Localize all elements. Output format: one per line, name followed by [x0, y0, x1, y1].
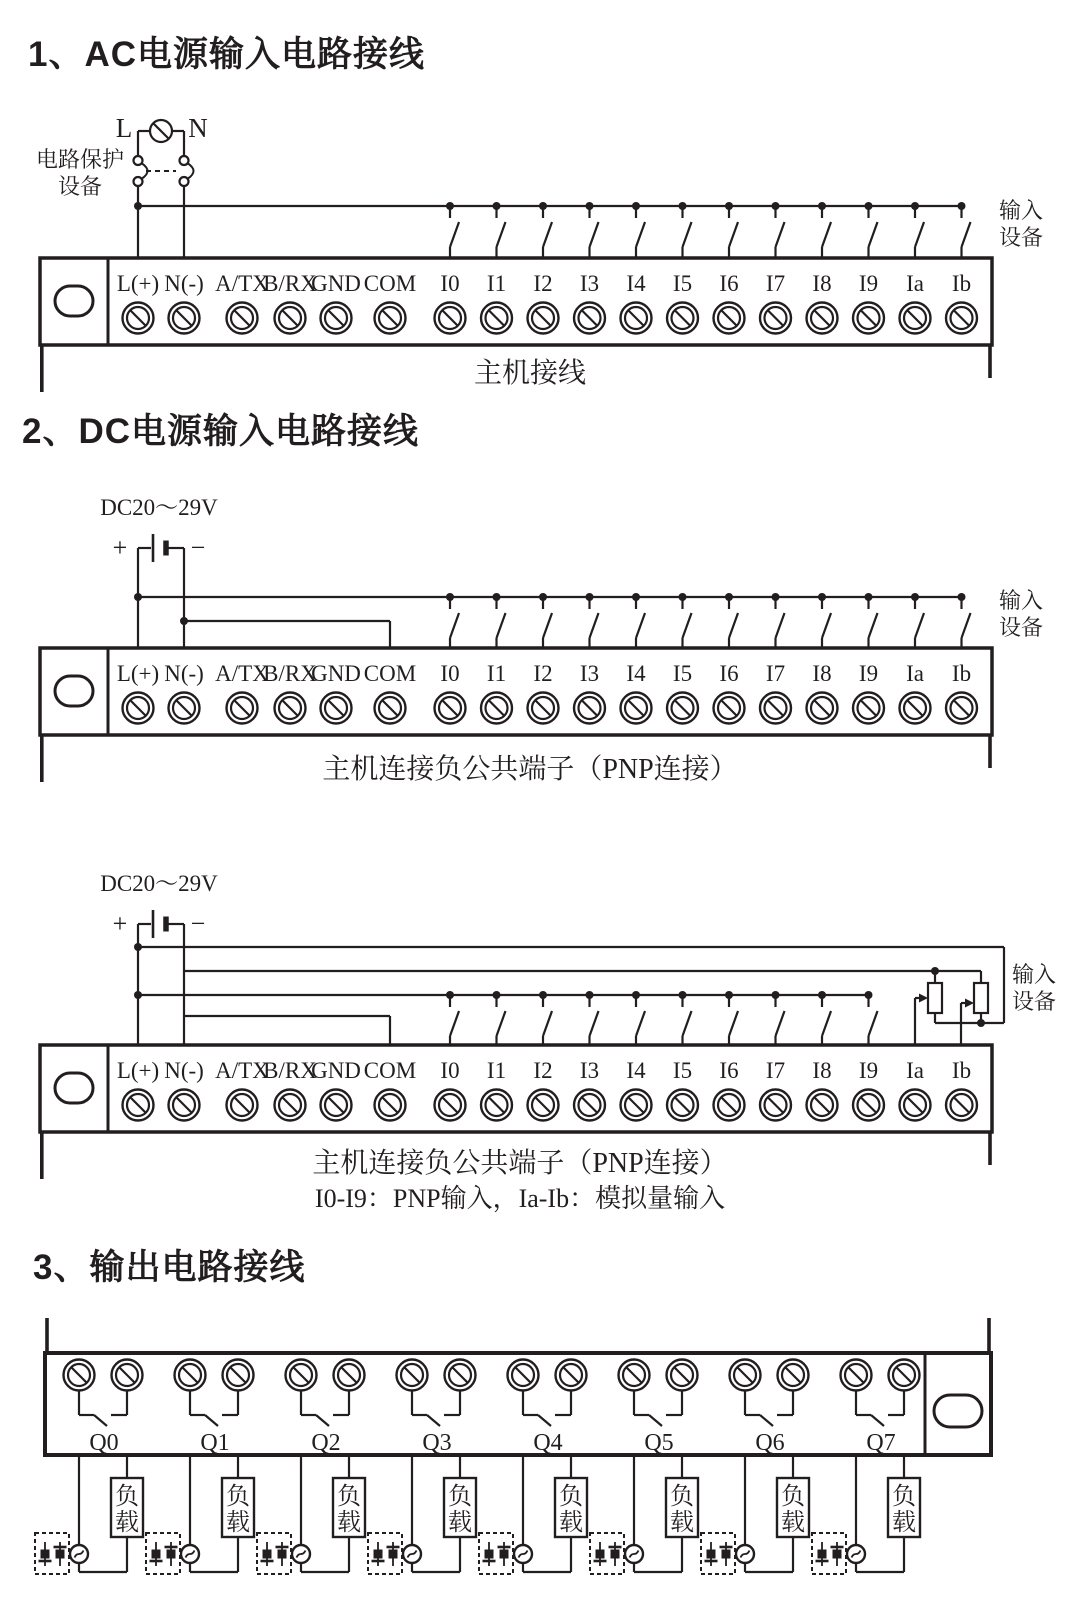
screw-slot [328, 1097, 343, 1112]
screw-slot [176, 1097, 191, 1112]
screw-slot [896, 1367, 911, 1382]
sine-glyph [741, 1551, 750, 1558]
terminal-label: N(-) [164, 271, 204, 296]
breaker-contact [180, 177, 189, 186]
screw-slot [515, 1367, 530, 1382]
terminal-label: I3 [579, 271, 600, 296]
protection-device-line2: 设备 [57, 174, 102, 199]
screw-slot [907, 700, 922, 715]
load-label: 负载 [781, 1484, 805, 1536]
switch-icon [822, 1011, 831, 1036]
switch-icon [497, 222, 506, 247]
terminal-label: A/TX [215, 271, 269, 296]
breaker-contact [180, 156, 189, 165]
screw-slot [382, 700, 397, 715]
switch-icon [590, 222, 599, 247]
screw-slot [861, 700, 876, 715]
screw-slot [628, 1097, 643, 1112]
screw-slot [535, 310, 550, 325]
terminal-label: I3 [579, 1058, 600, 1083]
terminal-label: GND [311, 1058, 361, 1083]
screw-slot [293, 1367, 308, 1382]
plus-label: + [112, 533, 128, 562]
switch-icon [636, 222, 645, 247]
terminal-label: I3 [579, 661, 600, 686]
switch-icon [497, 1011, 506, 1036]
terminal-label: A/TX [215, 661, 269, 686]
fuse-slash [154, 124, 169, 139]
screw-slot [674, 1367, 689, 1382]
relay-contact-icon [871, 1415, 884, 1426]
load-label: 负载 [337, 1484, 361, 1536]
screw-slot [282, 310, 297, 325]
switch-icon [869, 613, 878, 638]
breaker-contact [134, 156, 143, 165]
diode-glyph [56, 1550, 65, 1559]
screw-slot [182, 1367, 197, 1382]
load-label: 负载 [226, 1484, 250, 1536]
terminal-label: I5 [672, 1058, 693, 1083]
terminal-label: I8 [812, 1058, 832, 1083]
screw-slot [489, 1097, 504, 1112]
load-label: 负载 [670, 1484, 694, 1536]
terminal-label: I0 [440, 271, 460, 296]
terminal-label: I4 [626, 271, 646, 296]
wiper-arrow [965, 999, 974, 1008]
terminal-label: Ib [951, 661, 972, 686]
screw-slot [861, 1097, 876, 1112]
screw-slot [628, 310, 643, 325]
screw-slot [130, 1097, 145, 1112]
terminal-label: I2 [533, 1058, 553, 1083]
load-label: 负载 [559, 1484, 583, 1536]
input-device-line2: 设备 [998, 615, 1043, 640]
switch-icon [776, 1011, 785, 1036]
screw-slot [675, 310, 690, 325]
screw-slot [582, 700, 597, 715]
sine-glyph [297, 1551, 306, 1558]
screw-slot [234, 1097, 249, 1112]
switch-icon [636, 1011, 645, 1036]
screw-slot [130, 310, 145, 325]
line-l-label: L [115, 113, 133, 143]
screw-slot [452, 1367, 467, 1382]
relay-contact-icon [427, 1415, 440, 1426]
terminal-label: Ib [951, 1058, 972, 1083]
plus-label: + [112, 909, 128, 938]
diode-glyph [485, 1550, 494, 1559]
diode-glyph [500, 1550, 509, 1559]
terminal-label: COM [363, 1058, 417, 1083]
screw-slot [382, 1097, 397, 1112]
screw-slot [954, 700, 969, 715]
diode-glyph [707, 1550, 716, 1559]
screw-slot [721, 700, 736, 715]
terminal-label: I8 [812, 661, 832, 686]
terminal-label: I4 [626, 1058, 646, 1083]
switch-icon [636, 613, 645, 638]
terminal-label: GND [311, 271, 361, 296]
mounting-slot [55, 676, 93, 706]
screw-slot [768, 1097, 783, 1112]
screw-slot [328, 700, 343, 715]
terminal-label: I6 [719, 271, 739, 296]
screw-slot [954, 1097, 969, 1112]
terminal-label: I2 [533, 661, 553, 686]
terminal-label: B/RX [263, 271, 317, 296]
diode-glyph [611, 1550, 620, 1559]
terminal-label: Ia [906, 661, 924, 686]
relay-contact-icon [760, 1415, 773, 1426]
switch-icon [729, 1011, 738, 1036]
terminal-label: I5 [672, 271, 693, 296]
terminal-label: COM [363, 271, 417, 296]
terminal-label: I8 [812, 271, 832, 296]
screw-slot [176, 700, 191, 715]
diode-glyph [41, 1550, 50, 1559]
screw-slot [535, 700, 550, 715]
block2-caption: 主机连接负公共端子（PNP连接） [322, 754, 738, 785]
switch-icon [497, 613, 506, 638]
screw-slot [848, 1367, 863, 1382]
switch-icon [915, 613, 924, 638]
sine-glyph [630, 1551, 639, 1558]
screw-slot [954, 310, 969, 325]
switch-icon [450, 613, 459, 638]
load-label: 负载 [892, 1484, 916, 1536]
mounting-slot [55, 1073, 93, 1103]
screw-slot [442, 1097, 457, 1112]
screw-slot [737, 1367, 752, 1382]
screw-slot [563, 1367, 578, 1382]
screw-slot [582, 1097, 597, 1112]
terminal-label: Ia [906, 1058, 924, 1083]
screw-slot [282, 700, 297, 715]
relay-contact-icon [649, 1415, 662, 1426]
terminal-label: I0 [440, 1058, 460, 1083]
wiper-arrow [919, 994, 928, 1003]
diode-glyph [833, 1550, 842, 1559]
screw-slot [176, 310, 191, 325]
switch-icon [683, 222, 692, 247]
terminal-label: A/TX [215, 1058, 269, 1083]
screw-slot [582, 310, 597, 325]
screw-slot [675, 700, 690, 715]
section1-heading: 1、AC电源输入电路接线 [28, 35, 426, 74]
terminal-label: I0 [440, 661, 460, 686]
output-channel-label: Q4 [533, 1430, 563, 1456]
relay-contact-icon [94, 1415, 107, 1426]
switch-icon [962, 222, 971, 247]
diode-glyph [722, 1550, 731, 1559]
diode-glyph [374, 1550, 383, 1559]
switch-icon [683, 613, 692, 638]
screw-slot [814, 1097, 829, 1112]
screw-slot [119, 1367, 134, 1382]
output-channel-label: Q1 [200, 1430, 230, 1456]
switch-icon [450, 1011, 459, 1036]
terminal-label: L(+) [116, 1058, 160, 1083]
terminal-label: I6 [719, 661, 739, 686]
switch-icon [776, 222, 785, 247]
block3-caption-line1: 主机连接负公共端子（PNP连接） [312, 1148, 728, 1179]
terminal-label: I9 [858, 271, 879, 296]
screw-slot [282, 1097, 297, 1112]
switch-icon [543, 222, 552, 247]
switch-icon [543, 1011, 552, 1036]
terminal-label: I1 [486, 661, 507, 686]
sine-glyph [75, 1551, 84, 1558]
output-channel-label: Q7 [866, 1430, 896, 1456]
output-channel-label: Q6 [755, 1430, 785, 1456]
section3-heading: 3、输出电路接线 [33, 1248, 306, 1287]
input-device-line1: 输入 [998, 198, 1043, 223]
switch-icon [683, 1011, 692, 1036]
switch-icon [822, 613, 831, 638]
screw-slot [234, 310, 249, 325]
terminal-label: N(-) [164, 1058, 204, 1083]
switch-icon [729, 613, 738, 638]
input-device-label-3 [1008, 961, 1060, 1015]
screw-slot [675, 1097, 690, 1112]
screw-slot [907, 1097, 922, 1112]
screw-slot [130, 700, 145, 715]
input-device-line1: 输入 [998, 588, 1043, 613]
diode-glyph [263, 1550, 272, 1559]
terminal-label: I9 [858, 661, 879, 686]
switch-icon [822, 222, 831, 247]
sine-glyph [408, 1551, 417, 1558]
breaker-blade [188, 164, 194, 179]
terminal-label: I1 [486, 1058, 507, 1083]
protection-device-label [28, 146, 132, 200]
sine-glyph [186, 1551, 195, 1558]
breaker-contact [134, 177, 143, 186]
terminal-label: GND [311, 661, 361, 686]
output-channel-label: Q5 [644, 1430, 674, 1456]
screw-slot [721, 310, 736, 325]
terminal-label: L(+) [116, 661, 160, 686]
input-device-line2: 设备 [1011, 989, 1056, 1014]
block3-caption-line2: I0-I9：PNP输入，Ia-Ib：模拟量输入 [314, 1184, 726, 1213]
terminal-label: I4 [626, 661, 646, 686]
potentiometer-icon [974, 983, 988, 1013]
terminal-label: I7 [765, 1058, 786, 1083]
minus-label: − [190, 909, 206, 938]
switch-icon [869, 1011, 878, 1036]
switch-icon [590, 1011, 599, 1036]
output-channel-label: Q0 [89, 1430, 119, 1456]
switch-icon [776, 613, 785, 638]
screw-slot [626, 1367, 641, 1382]
terminal-label: I7 [765, 661, 786, 686]
screw-slot [328, 310, 343, 325]
screw-slot [489, 700, 504, 715]
screw-slot [71, 1367, 86, 1382]
screw-slot [628, 700, 643, 715]
terminal-label: Ib [951, 271, 972, 296]
screw-slot [768, 310, 783, 325]
terminal-label: I5 [672, 661, 693, 686]
screw-slot [382, 310, 397, 325]
terminal-label: Ia [906, 271, 924, 296]
input-device-line2: 设备 [998, 225, 1043, 250]
screw-slot [721, 1097, 736, 1112]
terminal-label: B/RX [263, 1058, 317, 1083]
relay-contact-icon [205, 1415, 218, 1426]
mounting-slot [55, 286, 93, 316]
terminal-label: B/RX [263, 661, 317, 686]
screw-slot [341, 1367, 356, 1382]
screw-slot [489, 310, 504, 325]
screw-slot [442, 700, 457, 715]
potentiometer-icon [928, 983, 942, 1013]
terminal-label: COM [363, 661, 417, 686]
screw-slot [404, 1367, 419, 1382]
section2-heading: 2、DC电源输入电路接线 [22, 412, 420, 451]
terminal-label: L(+) [116, 271, 160, 296]
screw-slot [234, 700, 249, 715]
output-channel-label: Q2 [311, 1430, 341, 1456]
terminal-label: N(-) [164, 661, 204, 686]
screw-slot [535, 1097, 550, 1112]
protection-device-line1: 电路保护 [35, 147, 124, 172]
screw-slot [814, 310, 829, 325]
screw-slot [230, 1367, 245, 1382]
screw-slot [768, 700, 783, 715]
screw-slot [907, 310, 922, 325]
dc-voltage-label: DC20～29V [100, 871, 218, 896]
diode-glyph [278, 1550, 287, 1559]
relay-contact-icon [538, 1415, 551, 1426]
switch-icon [869, 222, 878, 247]
input-device-label-1 [995, 197, 1047, 251]
switch-icon [915, 222, 924, 247]
switch-icon [590, 613, 599, 638]
diode-glyph [596, 1550, 605, 1559]
switch-icon [543, 613, 552, 638]
dc-voltage-label: DC20～29V [100, 495, 218, 520]
switch-icon [729, 222, 738, 247]
load-label: 负载 [448, 1484, 472, 1536]
screw-slot [442, 310, 457, 325]
sine-glyph [852, 1551, 861, 1558]
block1-caption: 主机接线 [473, 358, 586, 389]
input-device-label-2 [995, 587, 1047, 641]
relay-contact-icon [316, 1415, 329, 1426]
terminal-label: I7 [765, 271, 786, 296]
switch-icon [962, 613, 971, 638]
output-channel-label: Q3 [422, 1430, 452, 1456]
mounting-slot [934, 1395, 982, 1427]
line-n-label: N [188, 113, 208, 143]
load-label: 负载 [115, 1484, 139, 1536]
terminal-label: I2 [533, 271, 553, 296]
diode-glyph [818, 1550, 827, 1559]
terminal-label: I1 [486, 271, 507, 296]
sine-glyph [519, 1551, 528, 1558]
terminal-label: I9 [858, 1058, 879, 1083]
terminal-label: I6 [719, 1058, 739, 1083]
diode-glyph [389, 1550, 398, 1559]
input-device-line1: 输入 [1011, 962, 1056, 987]
screw-slot [785, 1367, 800, 1382]
diode-glyph [152, 1550, 161, 1559]
switch-icon [450, 222, 459, 247]
diode-glyph [167, 1550, 176, 1559]
screw-slot [861, 310, 876, 325]
screw-slot [814, 700, 829, 715]
minus-label: − [190, 533, 206, 562]
